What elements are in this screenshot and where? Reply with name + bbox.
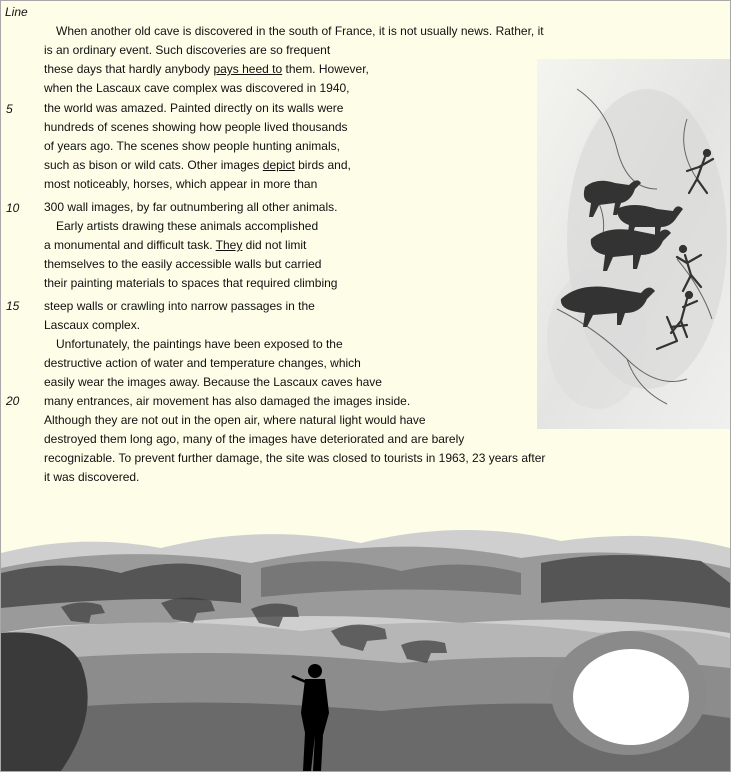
text-segment: is an ordinary event. Such discoveries are so frequent	[44, 43, 331, 57]
text-segment: Unfortunately, the paintings have been exposed to the	[56, 337, 343, 351]
underlined-phrase-pays-heed-to: pays heed to	[213, 62, 283, 76]
text-line	[44, 61, 369, 80]
text-segment: a monumental and difficult task.	[44, 238, 216, 252]
text-segment: these days that hardly anybody	[44, 62, 214, 76]
text-segment: when the Lascaux cave complex was discovered in 1940,	[44, 81, 350, 95]
text-segment: steep walls or crawling into narrow passages in the	[44, 299, 315, 313]
text-line	[44, 393, 410, 412]
text-segment: Early artists drawing these animals accomplished	[56, 219, 319, 233]
text-segment: their painting materials to spaces that required climbing	[44, 276, 338, 290]
text-line	[44, 355, 361, 374]
text-segment: many entrances, air movement has also damaged the images inside.	[44, 394, 411, 408]
text-line	[44, 80, 350, 99]
cave-interior-illustration	[1, 513, 730, 771]
line-number-15: 15	[6, 299, 20, 313]
text-segment: did not limit	[242, 238, 307, 252]
text-segment: destructive action of water and temperature changes, which	[44, 356, 361, 370]
line-number-20: 20	[6, 394, 20, 408]
text-line	[44, 199, 337, 218]
text-line	[44, 275, 337, 294]
text-line	[44, 42, 330, 61]
text-segment: of years ago. The scenes show people hunting animals,	[44, 139, 340, 153]
text-line	[56, 218, 318, 237]
text-line	[44, 412, 426, 431]
text-segment: Lascaux complex.	[44, 318, 141, 332]
text-line	[44, 119, 348, 138]
text-segment: them. However,	[282, 62, 369, 76]
text-segment: themselves to the easily accessible walls but carried	[44, 257, 322, 271]
text-segment: easily wear the images away. Because the Lascaux caves have	[44, 375, 382, 389]
text-line	[44, 469, 139, 488]
text-segment: such as bison or wild cats. Other images	[44, 158, 263, 172]
line-number-10: 10	[6, 201, 20, 215]
underlined-word-they: They	[215, 238, 243, 252]
text-segment: 300 wall images, by far outnumbering all other animals.	[44, 200, 338, 214]
text-line	[56, 23, 544, 42]
line-number-5: 5	[6, 102, 13, 116]
text-line	[44, 431, 464, 450]
text-line	[44, 100, 343, 119]
text-segment: birds and,	[294, 158, 351, 172]
text-segment: hundreds of scenes showing how people lived thousands	[44, 120, 348, 134]
text-line	[44, 317, 140, 336]
text-line	[44, 450, 545, 469]
text-line	[44, 176, 317, 195]
cave-entrance-light	[573, 649, 689, 745]
text-line	[44, 256, 321, 275]
text-segment: When another old cave is discovered in the south of France, it is not usually news. Rather, it	[56, 24, 544, 38]
text-segment: recognizable. To prevent further damage, the site was closed to tourists in 1963, 23 years after	[44, 451, 546, 465]
cave-painting-illustration	[537, 59, 731, 429]
text-segment: most noticeably, horses, which appear in more than	[44, 177, 318, 191]
underlined-word-depict: depict	[262, 158, 295, 172]
text-segment: destroyed them long ago, many of the images have deteriorated and are barely	[44, 432, 465, 446]
line-label: Line	[5, 5, 28, 19]
text-segment: Although they are not out in the open air, where natural light would have	[44, 413, 426, 427]
text-segment: the world was amazed. Painted directly on its walls were	[44, 101, 344, 115]
text-segment: it was discovered.	[44, 470, 140, 484]
text-line	[44, 237, 306, 256]
text-line	[44, 374, 382, 393]
text-line	[56, 336, 343, 355]
text-line	[44, 298, 315, 317]
text-line	[44, 138, 340, 157]
text-line	[44, 157, 351, 176]
